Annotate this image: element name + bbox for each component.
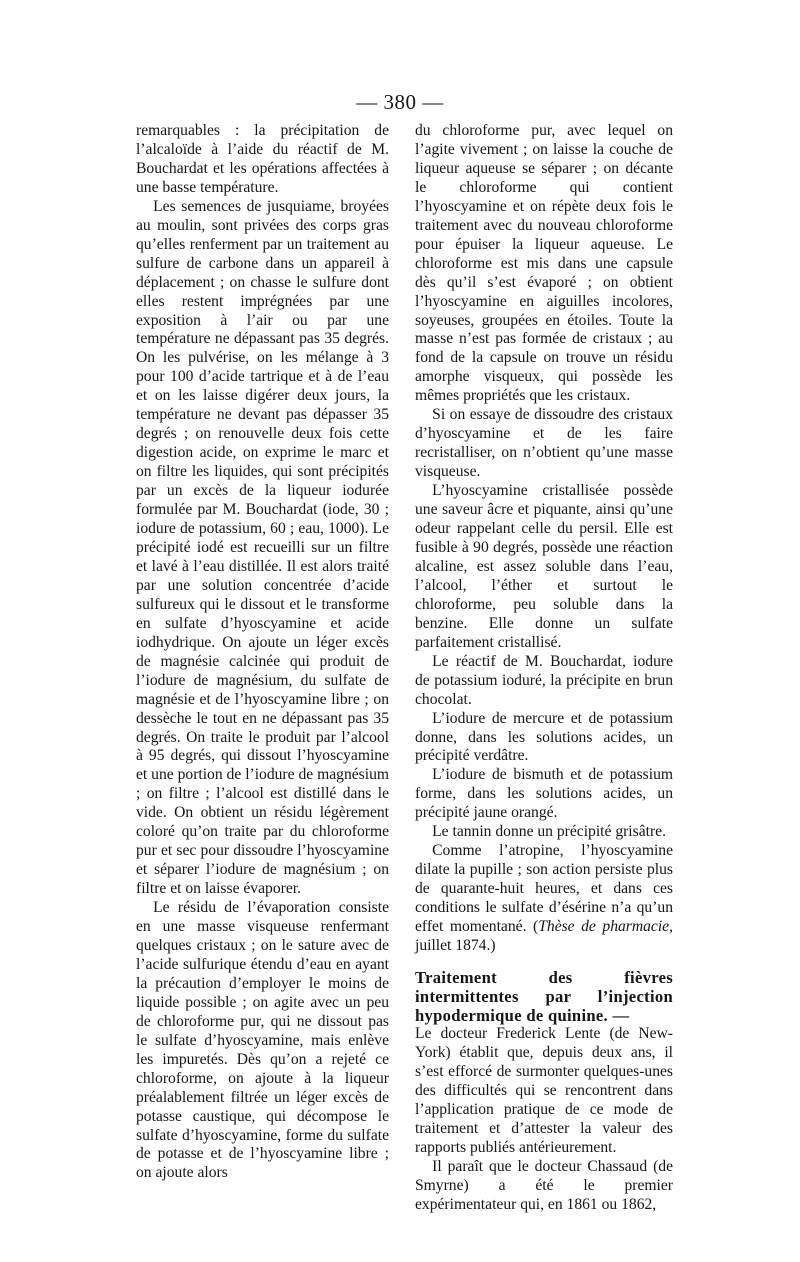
paragraph: du chloroforme pur, avec lequel on l’agite vivement ; on laisse la couche de liqueur aqueuse se séparer ; on décante le chloroforme qui contient l’hyoscyamine et on répète deux fois le traitement avec du nouveau chloroforme pour épuiser la liqueur aqueuse. Le chloroforme est mis dans une capsule dès qu’il s’est évaporé ; on obtient l’hyoscyamine en aiguilles incolores, soyeuses, groupées en étoiles. Toute la masse n’est pas formée de cristaux ; au fond de la capsule on trouve un résidu amorphe visqueux, qui possède les mêmes propriétés que les cristaux. xyxy=(415,122,673,405)
citation-date: , juillet 1874.) xyxy=(415,918,673,954)
paragraph: Le tannin donne un précipité grisâtre. xyxy=(432,823,666,841)
right-column xyxy=(415,122,673,1214)
section-heading: Traitement des fièvres intermittentes par l’injection hypodermique de quinine. — xyxy=(415,967,673,1025)
paragraph: Il paraît que le docteur Chassaud (de Smyrne) a été le premier expérimentateur qui, en 1861 ou 1862, xyxy=(415,1157,673,1213)
paragraph: Les semences de jusquiame, broyées au moulin, sont privées des corps gras qu’elles renferment par un traitement au sulfure de carbone dans un appareil à déplacement ; on chasse le sulfure dont elles restent imprégnées par une exposition à l’air ou par une température ne dépassant pas 35 degrés. On les pulvérise, on les mélange à 3 pour 100 d’acide tartrique et à de l’eau et on les laisse digérer deux jours, la température ne devant pas dépasser 35 degrés ; on renouvelle deux fois cette digestion acide, on exprime le marc et on filtre les liquides, qui sont précipités par un excès de la liqueur iodurée formulée par M. Bouchardat (iode, 30 ; iodure de potassium, 60 ; eau, 1000). Le précipité iodé est recueilli sur un filtre et lavé à l’eau distillée. Il est alors traité par une solution concentrée d’acide sulfureux qui le dissout et le transforme en sulfate d’hyoscyamine et acide iodhydrique. On ajoute un léger excès de magnésie calcinée qui produit de l’iodure de magnésium, du sulfate de magnésie et de l’hyoscyamine libre ; on dessèche le tout en ne dépassant pas 35 degrés. On traite le produit par l’alcool à 95 degrés, qui dissout l’hyoscyamine et une portion de l’iodure de magnésium ; on filtre ; l’alcool est distillé dans le vide. On obtient un résidu légèrement coloré qu’on traite par du chloroforme pur et sec pour dissoudre l’hyoscyamine et séparer l’iodure de magnésium ; on filtre et on laisse évaporer. xyxy=(136,197,389,898)
page-number: — 380 — xyxy=(356,90,444,114)
paragraph: Le résidu de l’évaporation consiste en une masse visqueuse renfermant quelques cristaux ; on le sature avec de l’acide sulfurique étendu d’eau en ayant la précaution d’employer le moins de liquide possible ; on agite avec un peu de chloroforme pur, qui ne dissout pas le sulfate d’hyoscyamine, mais enlève les impuretés. Dès qu’on a rejeté ce chloroforme, on ajoute à la liqueur préalablement filtrée un léger excès de potasse caustique, qui décompose le sulfate d’hyoscyamine, forme du sulfate de potasse et de l’hyoscyamine libre ; on ajoute alors xyxy=(136,899,389,1182)
paragraph: Si on essaye de dissoudre des cristaux d’hyoscyamine et de les faire recristalliser, on n’obtient qu’une masse visqueuse. xyxy=(415,406,673,481)
paragraph: Le réactif de M. Bouchardat, iodure de potassium ioduré, la précipite en brun chocolat. xyxy=(415,652,673,708)
citation-open: ( xyxy=(533,918,539,936)
paragraph: L’hyoscyamine cristallisée possède une saveur âcre et piquante, ainsi qu’une odeur rappelant celle du persil. Elle est fusible à 90 degrés, possède une réaction alcaline, est assez soluble dans l’eau, l’alcool, l’éther et surtout le chloroforme, peu soluble dans la benzine. Elle donne un sulfate parfaitement cristallisé. xyxy=(415,482,673,651)
left-column xyxy=(136,122,389,1183)
paragraph: Le docteur Frederick Lente (de New-York) établit que, depuis deux ans, il s’est efforcé de surmonter quelques-unes des difficultés qui se rencontrent dans l’application pratique de ce mode de traitement et d’attester la valeur des rapports publiés antérieurement. xyxy=(415,1024,673,1156)
paragraph xyxy=(415,842,673,956)
paragraph: L’iodure de bismuth et de potassium forme, dans les solutions acides, un précipité jaune orangé. xyxy=(415,766,673,822)
paragraph: L’iodure de mercure et de potassium donne, dans les solutions acides, un précipité verdâtre. xyxy=(415,709,673,765)
atropine-text: Comme l’atropine, l’hyoscyamine dilate la pupille ; son action persiste plus de quarante-huit heures, et dans ces conditions le sulfate d’ésérine n’a qu’un effet momentané. xyxy=(415,842,673,936)
paragraph: remarquables : la précipitation de l’alcaloïde à l’aide du réactif de M. Bouchardat et les opérations affectées à une basse température. xyxy=(136,122,389,196)
citation-title: Thèse de pharmacie xyxy=(538,918,670,936)
